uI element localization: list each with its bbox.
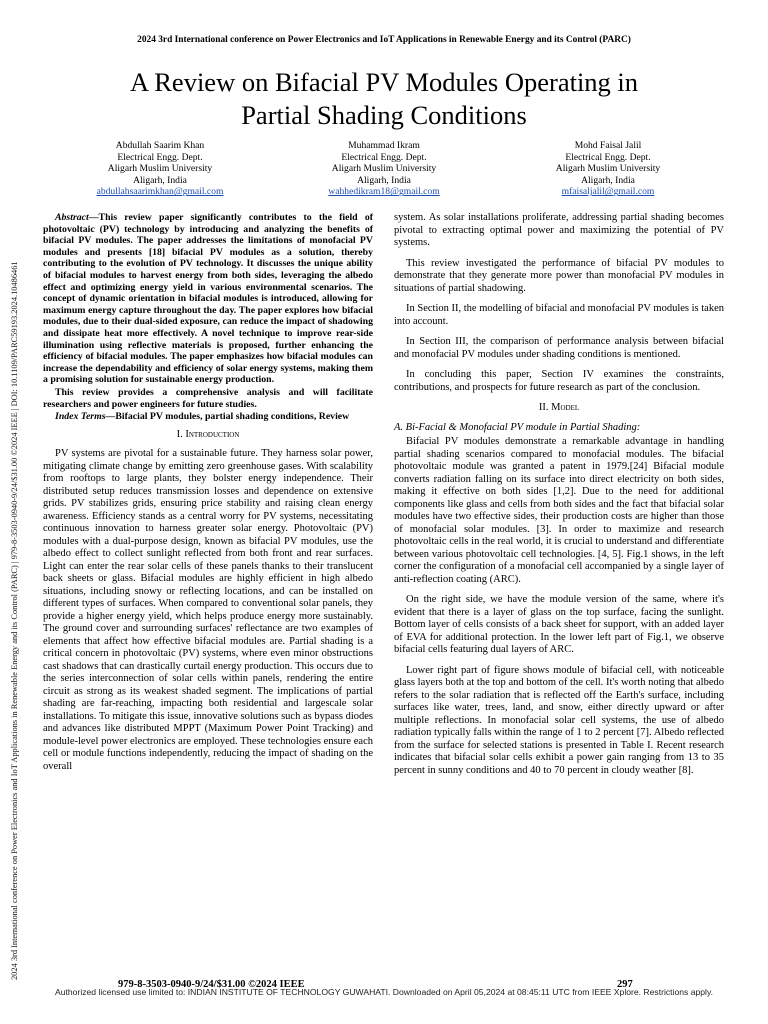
- intro-paragraph: PV systems are pivotal for a sustainable future. They harness solar power, mitigating climate change by emitting zero greenhouse gases. With scalability from rooftops to large plants, they bolster energy independence. Their distributed setup reduces transmission losses and dependence on extensive grids. PV stabilizes grids, ensuring price stability and raising clean energy awareness. Efficiency stands as a central worry for PV systems, necessitating continuous innovation to harness greater solar energy. Photovoltaic (PV) modules with a dual-purpose design, known as bifacial PV modules, use the albedo effect to collect sunlight reflected from both front and rear surfaces. Light can enter the rear solar cells of these panels thanks to their translucent back sheets or glass. Bifacial modules are highly efficient in high albedo situations, including snowy or reflecting locations, and can be installed on different types of surfaces. When compared to conventional solar panels, they provide a higher energy yield, which helps produce energy more sustainably. The ground cover and surrounding surfaces' reflectance are two examples of elements that affect how effective bifacial modules are. Partial shading is a critical concern in photovoltaic (PV) systems, where even minor obstructions cast shadows that can drastically curtail energy production. This occurs due to the series interconnection of solar cells within panels, rendering the entire circuit as strong as its weakest shaded segment. The implications of partial shading are far-reaching, impacting both residential and largescale solar installations. To mitigate this issue, innovative solutions such as bypass diodes and advances like distributed MPPT (Maximum Power Point Tracking) and module-level power electronics are employed. These technologies ensure each cell or module functions independently, reducing the impact of shading on the overall: [43, 448, 373, 772]
- author-city: Aligarh, India: [581, 174, 635, 186]
- title-line-1: A Review on Bifacial PV Modules Operating in: [129, 67, 639, 97]
- abstract: [43, 212, 373, 386]
- paragraph: Lower right part of figure shows module of bifacial cell, with noticeable glass layers both at the top and bottom of the cell. It's worth noting that albedo refers to the solar radiation that is reflected off the Earth's surface, including surfaces like water, trees, land, and snow, either directly upward or after multiple reflections. In monofacial solar cell systems, the use of albedo radiation typically falls within the range of 1 to 2 percent [7]. Albedo reflected from the surface for selected stations is presented in Table I. Recent research indicates that bifacial solar cells exhibit a power gain ranging from 13 to 35 percent in sunny conditions and 40 to 70 percent in cloudy weather [8].: [394, 664, 724, 776]
- abstract-lead: Abstract—: [55, 212, 99, 223]
- author-city: Aligarh, India: [133, 174, 187, 186]
- author-org: Aligarh Muslim University: [331, 163, 437, 175]
- author-block: [60, 140, 708, 198]
- page-number: 297: [617, 979, 633, 990]
- section-title-model: II. Model: [538, 402, 580, 413]
- author-org: Aligarh Muslim University: [107, 163, 213, 175]
- side-doi-text: 2024 3rd International conference on Power Electronics and IoT Applications in Renewable Energy and its Control (PARC) | 979-8-3503-0940-9/24/$31.00 ©2024 IEEE | DOI: 10.1109/PARC59193.2024.10486461: [10, 261, 19, 980]
- index-terms-text: Bifacial PV modules, partial shading conditions, Review: [115, 411, 350, 423]
- paragraph-continuation: system. As solar installations proliferate, addressing partial shading becomes pivotal to extracting optimal power and maximizing the potential of PV systems.: [394, 212, 724, 248]
- abstract-text-2: This review provides a comprehensive analysis and will facilitate researchers and power engineers for future studies.: [43, 386, 373, 410]
- index-terms-lead: Index Terms—: [55, 411, 116, 423]
- abstract-text: This review paper significantly contributes to the field of photovoltaic (PV) technology by introducing and analyzing the benefits of bifacial PV modules. The paper addresses the limitations of monofacial PV modules and presents [18] bifacial PV modules as a solution, thereby contributing to the evolution of PV technology. It discusses the unique ability of bifacial modules to harvest energy from both sides, leveraging the albedo effect and optimizing energy yield in various environmental scenarios. The concept of dynamic orientation in bifacial modules is introduced, allowing for maximum energy capture throughout the day. The paper explores how bifacial modules, due to their dual-sided exposure, can reduce the impact of shadowing and dissipate heat more effectively. A novel technique to improve rear-side illumination using reflective materials is proposed, further enhancing the efficiency of bifacial modules. The paper emphasizes how bifacial modules can increase the dependability and efficiency of solar energy systems, making them a promising solution for sustainable energy production.: [43, 212, 373, 386]
- author-2: [284, 140, 484, 198]
- left-column: [43, 212, 373, 781]
- footer-isbn: 979-8-3503-0940-9/24/$31.00 ©2024 IEEE: [118, 979, 305, 990]
- author-dept: Electrical Engg. Dept.: [341, 151, 427, 163]
- author-email-link[interactable]: wahhedikram18@gmail.com: [328, 186, 440, 198]
- conference-header: 2024 3rd International conference on Power Electronics and IoT Applications in Renewable Energy and its Control (PARC): [137, 35, 631, 45]
- author-name: Mohd Faisal Jalil: [574, 140, 642, 151]
- section-title-introduction: I. Introduction: [176, 428, 240, 440]
- paper-title: [60, 66, 708, 132]
- index-terms: [43, 411, 373, 423]
- right-column: [394, 212, 724, 785]
- paragraph: This review investigated the performance of bifacial PV modules to demonstrate that they generate more power than monofacial PV modules in situations of partial shadowing.: [394, 257, 724, 294]
- author-city: Aligarh, India: [357, 174, 411, 186]
- author-org: Aligarh Muslim University: [555, 163, 661, 175]
- author-3: [508, 140, 708, 198]
- paragraph: In Section III, the comparison of performance analysis between bifacial and monofacial PV modules under shading conditions is mentioned.: [394, 336, 724, 360]
- author-email-link[interactable]: mfaisaljalil@gmail.com: [561, 186, 655, 198]
- author-name: Abdullah Saarim Khan: [115, 140, 205, 151]
- paragraph: In concluding this paper, Section IV examines the constraints, contributions, and prospects for future research as part of the conclusion.: [394, 369, 724, 393]
- paragraph: On the right side, we have the module version of the same, where it's evident that there is a layer of glass on the top surface, facing the sunlight. Bottom layer of cells consists of a back sheet for support, with an added layer of EVA for additional protection. In the lower left part of Fig.1, we observe bifacial cells featuring dual layers of ARC.: [394, 594, 724, 655]
- paragraph: Bifacial PV modules demonstrate a remarkable advantage in handling partial shading scenarios compared to monofacial modules. The bifacial photovoltaic module was granted a patent in 1979.[24] Bifacial module converts radiation falling on its surface into direct electricity on both sides, making it effective on both sides [1,2]. Due to the need for additional components like glass and cells from both sides and the fact that bifacial solar modules have two effective sides, their production costs are higher than those of monofacial solar modules. [3]. In order to maximize and research photovoltaic cells in the real world, it is crucial to understand and differentiate between various photovoltaic cell technologies. [4, 5]. Fig.1 shows, in the left corner the configuration of a monofacial cell accompanied by a single layer of anti-reflection coating (ARC).: [394, 436, 724, 585]
- authorized-use-notice: Authorized licensed use limited to: INDIAN INSTITUTE OF TECHNOLOGY GUWAHATI. Downloaded on April 05,2024 at 08:45:11 UTC from IEEE Xplore. Restrictions apply.: [55, 987, 713, 997]
- subsection-title: A. Bi-Facial & Monofacial PV module in Partial Shading:: [394, 421, 641, 433]
- author-email-link[interactable]: abdullahsaarimkhan@gmail.com: [96, 186, 224, 198]
- author-dept: Electrical Engg. Dept.: [117, 151, 203, 163]
- title-line-2: Partial Shading Conditions: [241, 100, 527, 130]
- author-dept: Electrical Engg. Dept.: [565, 151, 651, 163]
- author-name: Muhammad Ikram: [348, 140, 420, 151]
- paragraph: In Section II, the modelling of bifacial and monofacial PV modules is taken into account.: [394, 303, 724, 327]
- author-1: [60, 140, 260, 198]
